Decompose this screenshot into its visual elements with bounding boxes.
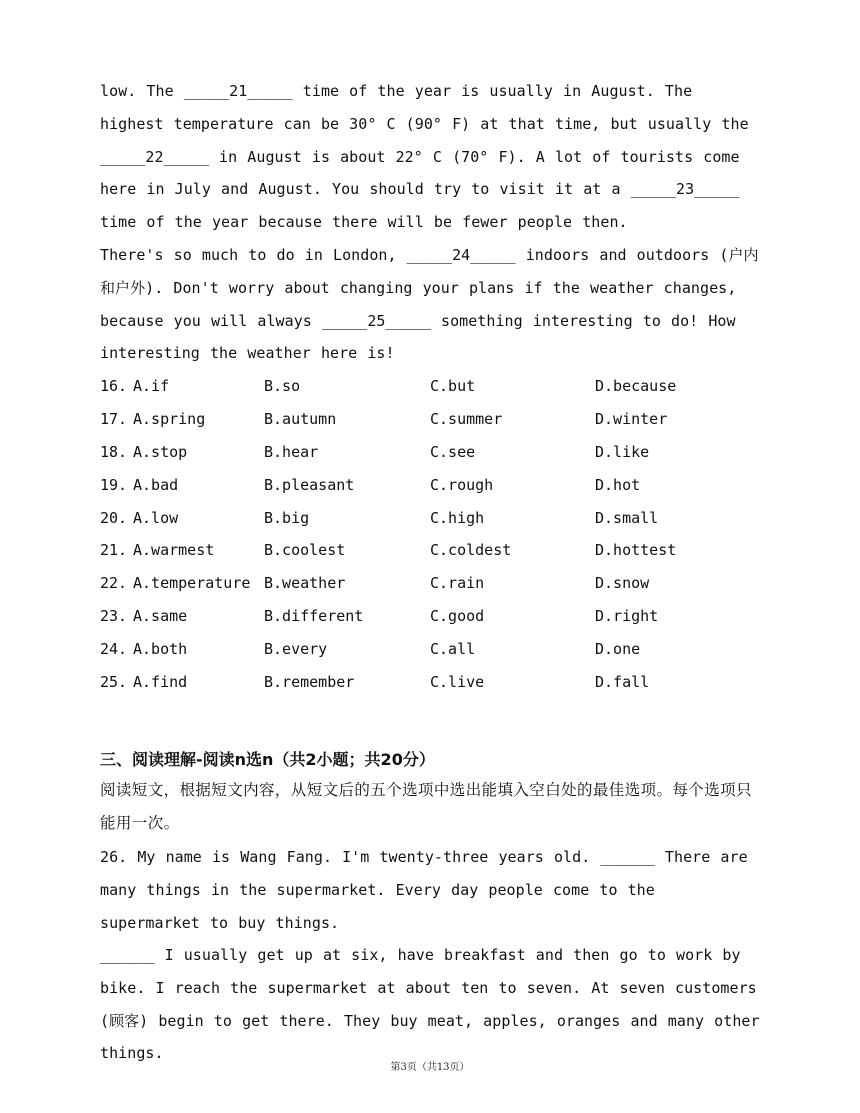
question-number: 21. xyxy=(100,541,128,560)
option-c: C.summer xyxy=(430,409,503,428)
option-c: C.good xyxy=(430,607,485,626)
option-c: C.see xyxy=(430,442,476,461)
question-number: 18. xyxy=(100,442,128,461)
option-d: D.winter xyxy=(595,409,668,428)
option-d: D.hot xyxy=(595,475,641,494)
options-list xyxy=(100,370,762,699)
option-a: A.spring xyxy=(133,409,206,428)
option-row-22 xyxy=(100,567,762,600)
passage-paragraph-1: low. The _____21_____ time of the year is usually in August. The highest temperature can be 30° C (90° F) at that time, but usually the _____22_____ in August is about 22° C (70° F). A lot of tourists come here in July and August. You should try to visit it at a _____23_____ time of the year because there will be fewer people then. xyxy=(100,82,749,232)
option-b: B.remember xyxy=(264,673,355,692)
option-d: D.snow xyxy=(595,574,650,593)
question-number: 20. xyxy=(100,508,128,527)
option-row-17 xyxy=(100,403,762,436)
option-d: D.right xyxy=(595,607,659,626)
question-number: 19. xyxy=(100,475,128,494)
option-b: B.every xyxy=(264,640,328,659)
option-d: D.hottest xyxy=(595,541,677,560)
option-d: D.small xyxy=(595,508,659,527)
question-number: 22. xyxy=(100,574,128,593)
question-26-paragraph-2: ______ I usually get up at six, have breakfast and then go to work by bike. I reach the supermarket at about ten to seven. At seven customers (顾客) begin to get there. They buy meat, apples, oranges and many other things. xyxy=(100,946,760,1063)
option-a: A.bad xyxy=(133,475,179,494)
option-c: C.live xyxy=(430,673,485,692)
section-instructions: 阅读短文，根据短文内容，从短文后的五个选项中选出能填入空白处的最佳选项。每个选项只能用一次。 xyxy=(100,781,752,832)
option-a: A.find xyxy=(133,673,188,692)
option-a: A.same xyxy=(133,607,188,626)
section-heading: 三、阅读理解-阅读n选n（共2小题；共20分） xyxy=(100,750,435,769)
option-row-25 xyxy=(100,666,762,699)
question-number: 24. xyxy=(100,640,128,659)
option-a: A.temperature xyxy=(133,574,251,593)
option-b: B.so xyxy=(264,377,301,395)
option-b: B.coolest xyxy=(264,541,346,560)
option-c: C.all xyxy=(430,640,476,659)
option-row-20 xyxy=(100,502,762,535)
question-number: 23. xyxy=(100,607,128,626)
option-c: C.but xyxy=(430,377,476,395)
option-a: A.warmest xyxy=(133,541,215,560)
option-b: B.big xyxy=(264,508,310,527)
option-row-19 xyxy=(100,469,762,502)
question-number: 16. xyxy=(100,377,128,395)
option-c: C.rough xyxy=(430,475,494,494)
option-b: B.autumn xyxy=(264,409,337,428)
option-c: C.coldest xyxy=(430,541,512,560)
option-a: A.low xyxy=(133,508,179,527)
question-number: 17. xyxy=(100,409,128,428)
option-a: A.stop xyxy=(133,442,188,461)
option-d: D.because xyxy=(595,377,677,395)
option-row-18 xyxy=(100,436,762,469)
option-a: A.both xyxy=(133,640,188,659)
option-d: D.fall xyxy=(595,673,650,692)
option-a: A.if xyxy=(133,377,170,395)
option-b: B.hear xyxy=(264,442,319,461)
option-row-23 xyxy=(100,600,762,633)
option-c: C.high xyxy=(430,508,485,527)
question-number: 25. xyxy=(100,673,128,692)
page-footer: 第3页（共13页） xyxy=(390,1062,470,1073)
option-d: D.one xyxy=(595,640,641,659)
option-row-24 xyxy=(100,633,762,666)
option-b: B.pleasant xyxy=(264,475,355,494)
option-row-16 xyxy=(100,370,762,403)
option-b: B.weather xyxy=(264,574,346,593)
option-c: C.rain xyxy=(430,574,485,593)
option-row-21 xyxy=(100,534,762,567)
option-d: D.like xyxy=(595,442,650,461)
option-b: B.different xyxy=(264,607,364,626)
question-26-paragraph-1: 26. My name is Wang Fang. I'm twenty-three years old. ______ There are many things in the supermarket. Every day people come to the supermarket to buy things. xyxy=(100,848,748,932)
passage-paragraph-2: There's so much to do in London, _____24_____ indoors and outdoors (户内和户外). Don't worry about changing your plans if the weather changes, because you will always _____25_____ something interesting to do! How interesting the weather here is! xyxy=(100,246,759,363)
